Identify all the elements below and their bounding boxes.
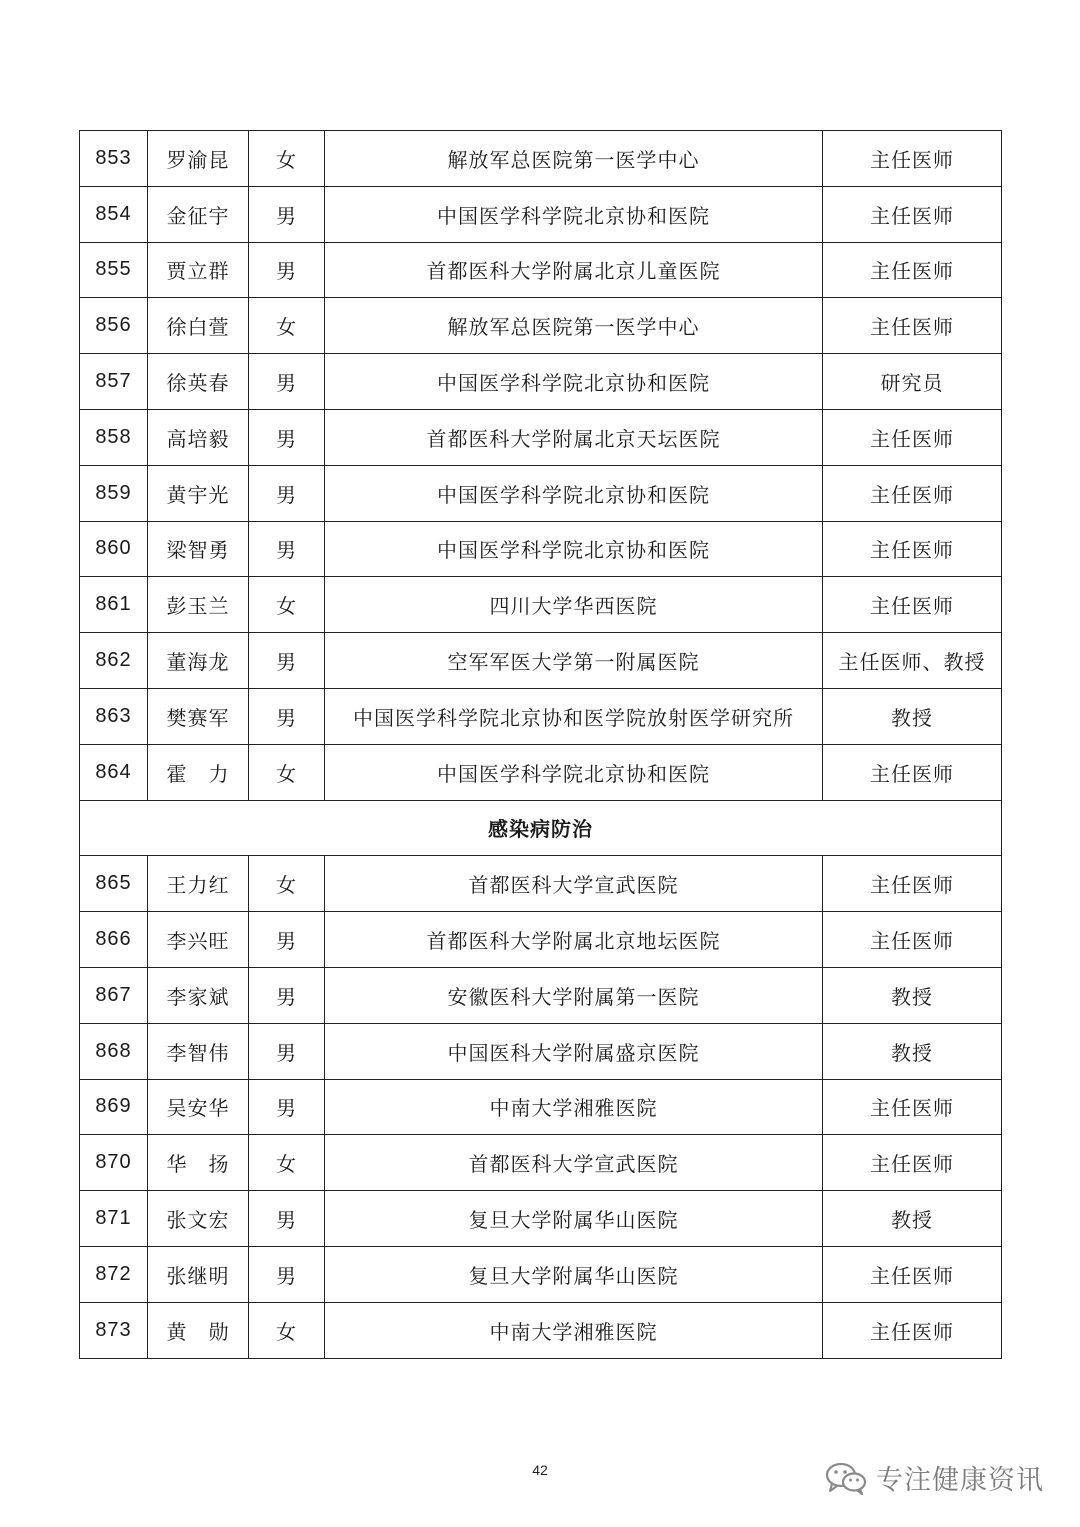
table-row [80,298,1002,354]
watermark-text: 专注健康资讯 [876,1465,1044,1496]
organization-cell: 中国医学科学院北京协和医院 [325,744,823,800]
row-number-cell: 868 [80,1023,148,1079]
table-row [80,1302,1002,1358]
table-row [80,967,1002,1023]
sex-cell: 男 [249,465,325,521]
title-cell: 主任医师 [823,242,1002,298]
sex-cell: 男 [249,912,325,968]
name-cell: 李智伟 [148,1023,249,1079]
section-header-row [80,800,1002,856]
title-cell: 主任医师 [823,521,1002,577]
title-cell: 主任医师 [823,186,1002,242]
name-cell: 董海龙 [148,633,249,689]
organization-cell: 首都医科大学附属北京天坛医院 [325,409,823,465]
table-row [80,1246,1002,1302]
name-cell: 金征宇 [148,186,249,242]
name-cell: 黄 勋 [148,1302,249,1358]
table-row [80,242,1002,298]
row-number-cell: 854 [80,186,148,242]
name-cell: 樊赛军 [148,688,249,744]
organization-cell: 中国医学科学院北京协和医学院放射医学研究所 [325,688,823,744]
name-cell: 张文宏 [148,1191,249,1247]
name-cell: 李家斌 [148,967,249,1023]
organization-cell: 中国医科大学附属盛京医院 [325,1023,823,1079]
row-number-cell: 858 [80,409,148,465]
sex-cell: 女 [249,577,325,633]
row-number-cell: 860 [80,521,148,577]
name-cell: 罗渝昆 [148,131,249,187]
title-cell: 主任医师 [823,1302,1002,1358]
sex-cell: 女 [249,856,325,912]
row-number-cell: 861 [80,577,148,633]
organization-cell: 首都医科大学附属北京儿童医院 [325,242,823,298]
row-number-cell: 870 [80,1135,148,1191]
name-cell: 梁智勇 [148,521,249,577]
table-row [80,131,1002,187]
table-row [80,1191,1002,1247]
table-row [80,465,1002,521]
organization-cell: 中国医学科学院北京协和医院 [325,186,823,242]
name-cell: 王力红 [148,856,249,912]
sex-cell: 男 [249,688,325,744]
organization-cell: 解放军总医院第一医学中心 [325,298,823,354]
name-cell: 贾立群 [148,242,249,298]
sex-cell: 男 [249,1246,325,1302]
title-cell: 主任医师 [823,577,1002,633]
title-cell: 教授 [823,967,1002,1023]
organization-cell: 中国医学科学院北京协和医院 [325,521,823,577]
roster-table [79,130,1002,1359]
organization-cell: 中南大学湘雅医院 [325,1079,823,1135]
wechat-icon [824,1460,868,1496]
row-number-cell: 867 [80,967,148,1023]
row-number-cell: 872 [80,1246,148,1302]
title-cell: 主任医师 [823,131,1002,187]
organization-cell: 复旦大学附属华山医院 [325,1191,823,1247]
name-cell: 张继明 [148,1246,249,1302]
title-cell: 研究员 [823,354,1002,410]
name-cell: 吴安华 [148,1079,249,1135]
row-number-cell: 871 [80,1191,148,1247]
name-cell: 黄宇光 [148,465,249,521]
sex-cell: 女 [249,298,325,354]
organization-cell: 安徽医科大学附属第一医院 [325,967,823,1023]
title-cell: 主任医师 [823,1246,1002,1302]
title-cell: 主任医师、教授 [823,633,1002,689]
row-number-cell: 866 [80,912,148,968]
organization-cell: 四川大学华西医院 [325,577,823,633]
table-row [80,1023,1002,1079]
table-row [80,688,1002,744]
row-number-cell: 857 [80,354,148,410]
organization-cell: 首都医科大学宣武医院 [325,856,823,912]
sex-cell: 女 [249,1302,325,1358]
table-row [80,633,1002,689]
organization-cell: 空军军医大学第一附属医院 [325,633,823,689]
sex-cell: 男 [249,967,325,1023]
section-title: 感染病防治 [80,800,1002,856]
table-row [80,354,1002,410]
sex-cell: 女 [249,744,325,800]
sex-cell: 男 [249,409,325,465]
sex-cell: 男 [249,354,325,410]
watermark [824,1458,1044,1497]
title-cell: 主任医师 [823,856,1002,912]
sex-cell: 男 [249,1079,325,1135]
title-cell: 主任医师 [823,1079,1002,1135]
organization-cell: 复旦大学附属华山医院 [325,1246,823,1302]
table-row [80,856,1002,912]
table-row [80,521,1002,577]
table-row [80,409,1002,465]
organization-cell: 首都医科大学宣武医院 [325,1135,823,1191]
name-cell: 徐白萱 [148,298,249,354]
title-cell: 教授 [823,1023,1002,1079]
name-cell: 彭玉兰 [148,577,249,633]
title-cell: 主任医师 [823,912,1002,968]
table-row [80,744,1002,800]
table-row [80,577,1002,633]
row-number-cell: 856 [80,298,148,354]
roster-table-body [80,131,1002,1359]
name-cell: 李兴旺 [148,912,249,968]
sex-cell: 男 [249,521,325,577]
title-cell: 主任医师 [823,465,1002,521]
row-number-cell: 873 [80,1302,148,1358]
table-row [80,186,1002,242]
organization-cell: 中国医学科学院北京协和医院 [325,354,823,410]
row-number-cell: 855 [80,242,148,298]
row-number-cell: 862 [80,633,148,689]
sex-cell: 女 [249,1135,325,1191]
row-number-cell: 853 [80,131,148,187]
sex-cell: 女 [249,131,325,187]
row-number-cell: 859 [80,465,148,521]
name-cell: 徐英春 [148,354,249,410]
title-cell: 主任医师 [823,409,1002,465]
table-row [80,1135,1002,1191]
title-cell: 主任医师 [823,1135,1002,1191]
name-cell: 高培毅 [148,409,249,465]
sex-cell: 男 [249,633,325,689]
table-row [80,912,1002,968]
organization-cell: 首都医科大学附属北京地坛医院 [325,912,823,968]
title-cell: 主任医师 [823,298,1002,354]
organization-cell: 中国医学科学院北京协和医院 [325,465,823,521]
sex-cell: 男 [249,1023,325,1079]
sex-cell: 男 [249,186,325,242]
row-number-cell: 865 [80,856,148,912]
sex-cell: 男 [249,1191,325,1247]
name-cell: 霍 力 [148,744,249,800]
row-number-cell: 864 [80,744,148,800]
title-cell: 主任医师 [823,744,1002,800]
name-cell: 华 扬 [148,1135,249,1191]
title-cell: 教授 [823,688,1002,744]
row-number-cell: 863 [80,688,148,744]
sex-cell: 男 [249,242,325,298]
row-number-cell: 869 [80,1079,148,1135]
title-cell: 教授 [823,1191,1002,1247]
page-number: 42 [532,1462,548,1478]
organization-cell: 中南大学湘雅医院 [325,1302,823,1358]
table-row [80,1079,1002,1135]
organization-cell: 解放军总医院第一医学中心 [325,131,823,187]
